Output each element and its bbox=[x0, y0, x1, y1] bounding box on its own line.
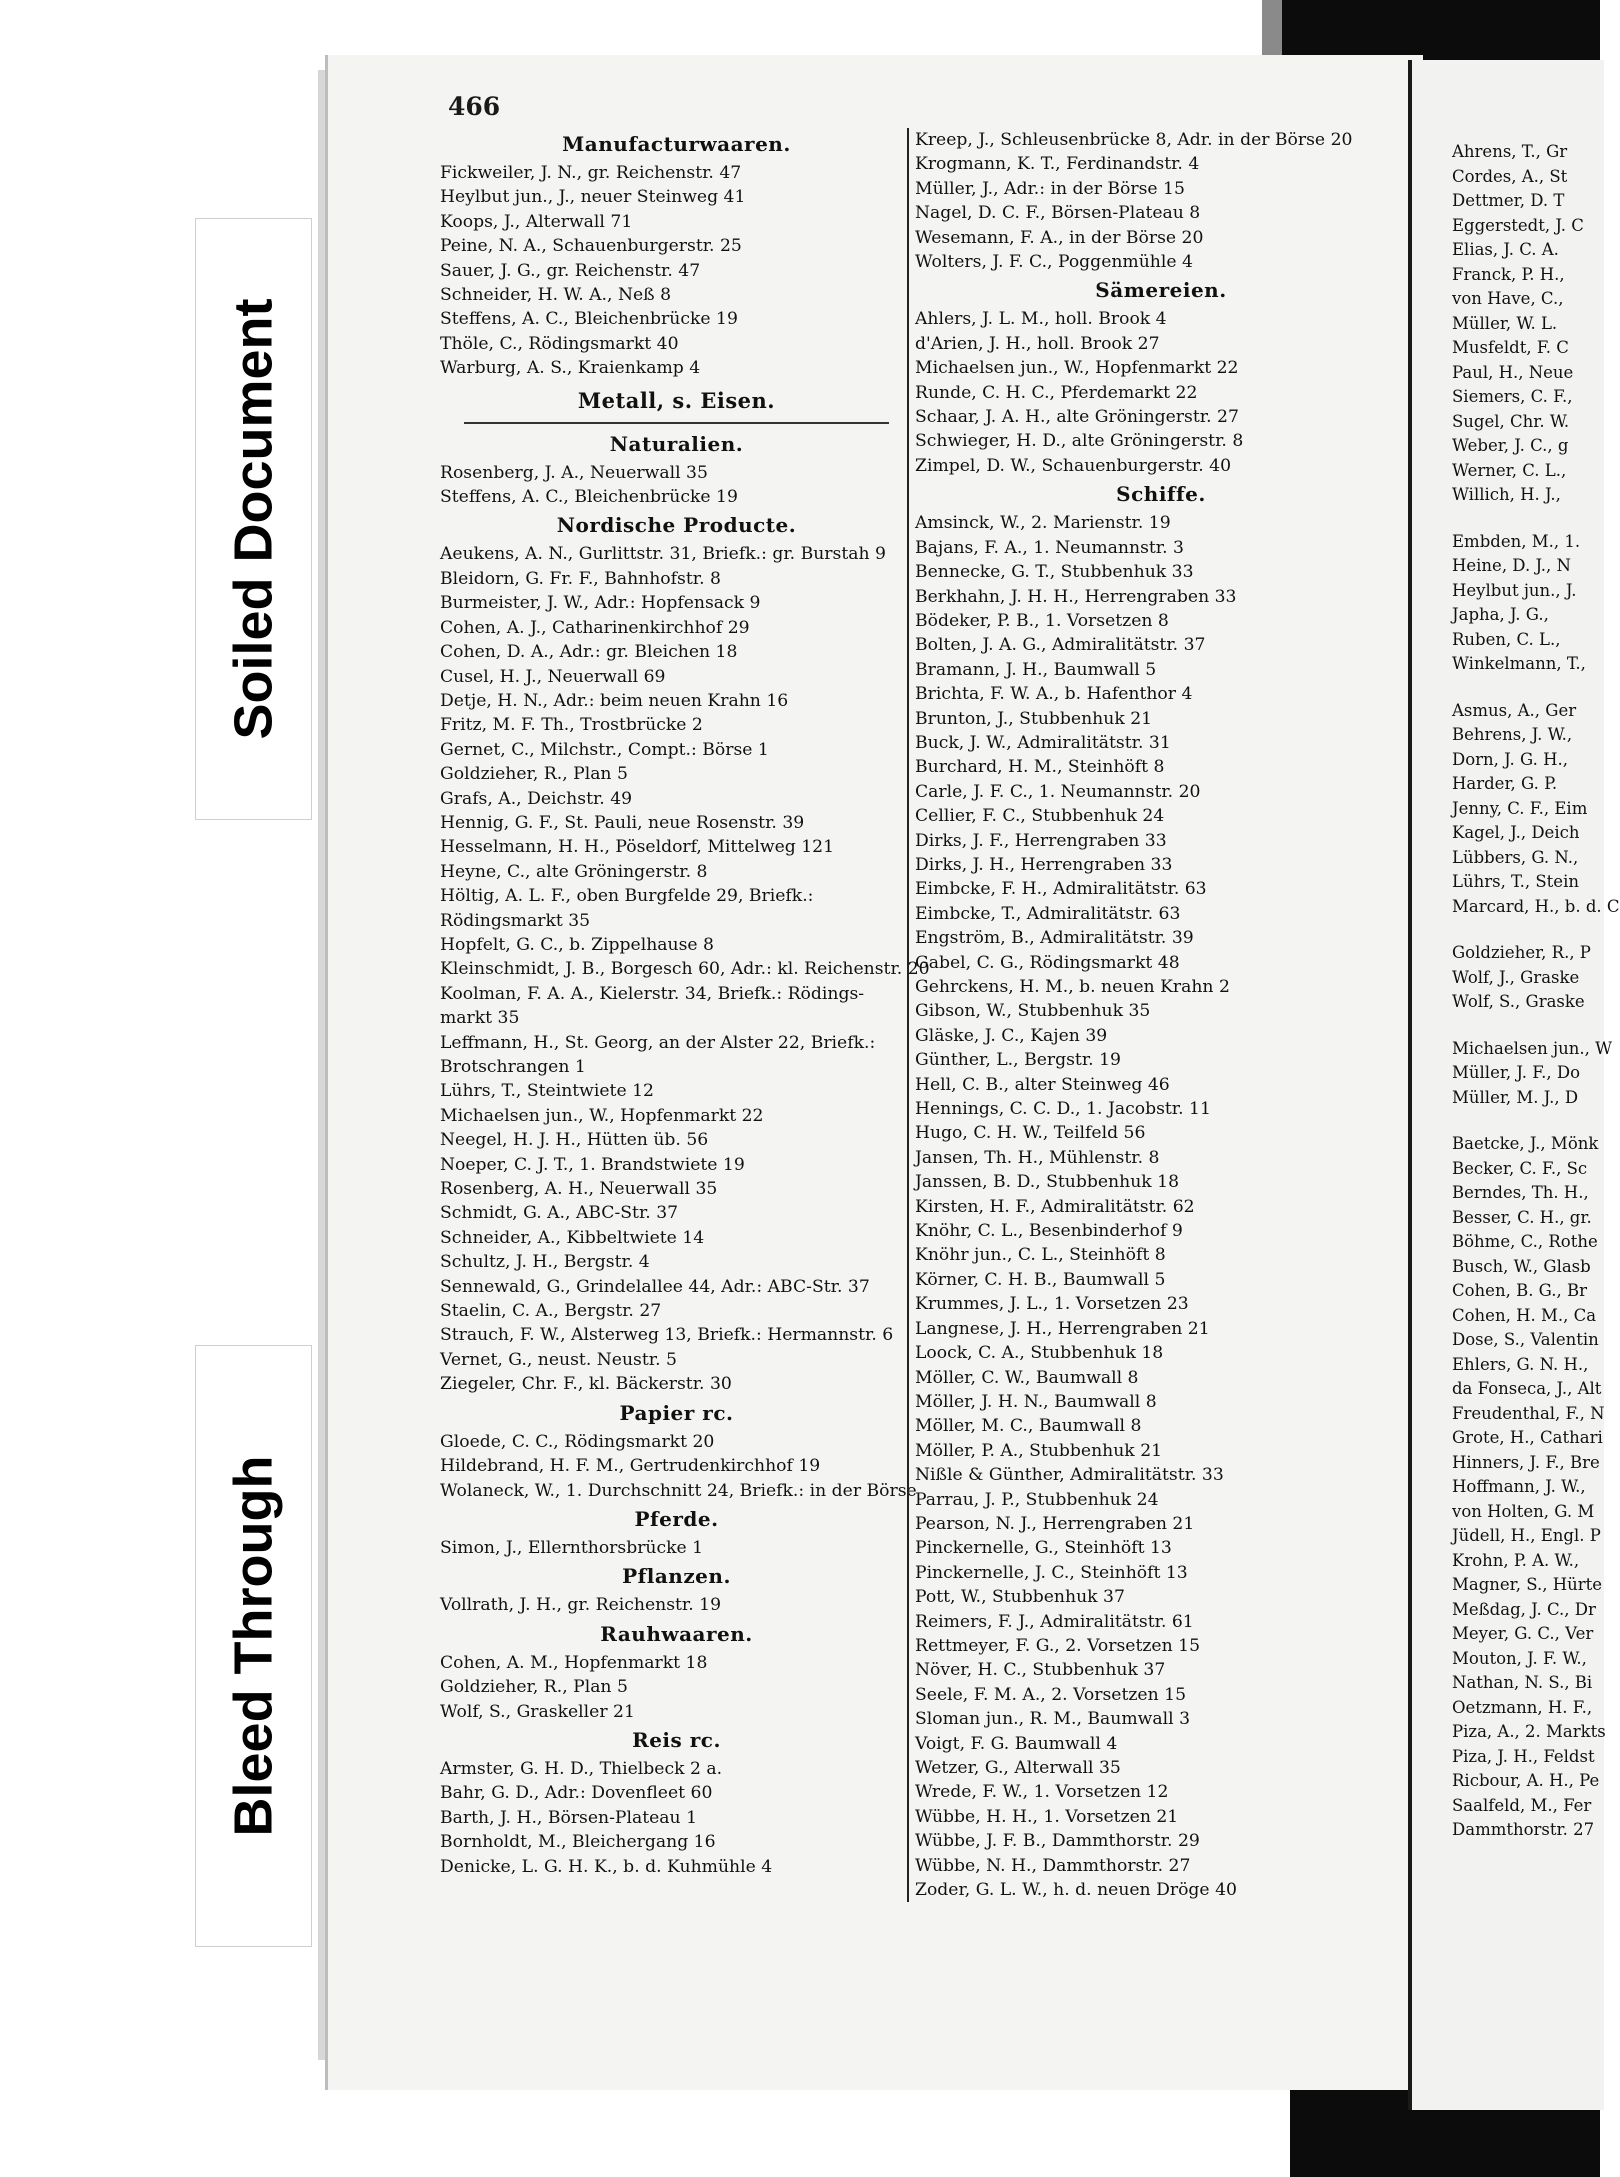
directory-entry: Grafs, A., Deichstr. 49 bbox=[440, 788, 633, 809]
fragment-entry: von Have, C., bbox=[1452, 289, 1564, 308]
section-heading: Reis rc. bbox=[632, 1727, 721, 1752]
directory-entry: Amsinck, W., 2. Marienstr. 19 bbox=[915, 513, 1171, 534]
directory-entry: Cohen, D. A., Adr.: gr. Bleichen 18 bbox=[440, 642, 738, 663]
section-gap bbox=[1452, 919, 1600, 941]
fragment-entry: Mouton, J. F. W., bbox=[1452, 1648, 1587, 1668]
fragment-entry: Lührs, T., Stein bbox=[1452, 872, 1579, 891]
section-heading: Schiffe. bbox=[1116, 482, 1206, 507]
fragment-entry: Heylbut jun., J. bbox=[1452, 580, 1577, 600]
section-heading: Rauhwaaren. bbox=[600, 1621, 753, 1646]
directory-entry: Körner, C. H. B., Baumwall 5 bbox=[915, 1269, 1166, 1290]
directory-entry: d'Arien, J. H., holl. Brook 27 bbox=[915, 333, 1160, 354]
directory-entry: Hell, C. B., alter Steinweg 46 bbox=[915, 1074, 1170, 1095]
directory-entry: Hopfelt, G. C., b. Zippelhause 8 bbox=[440, 934, 714, 955]
directory-entry: Wübbe, H. H., 1. Vorsetzen 21 bbox=[915, 1806, 1179, 1827]
section-gap bbox=[1452, 1015, 1600, 1037]
fragment-entry: Nathan, N. S., Bi bbox=[1452, 1673, 1593, 1692]
fragment-entry: Berndes, Th. H., bbox=[1452, 1183, 1589, 1202]
directory-entry: Rosenberg, J. A., Neuerwall 35 bbox=[440, 462, 708, 483]
fragment-entry: Jenny, C. F., Eim bbox=[1452, 798, 1588, 818]
directory-entry: Bolten, J. A. G., Admiralitätstr. 37 bbox=[915, 635, 1206, 656]
directory-entry: Brichta, F. W. A., b. Hafenthor 4 bbox=[915, 684, 1193, 705]
directory-entry: Eimbcke, F. H., Admiralitätstr. 63 bbox=[915, 879, 1207, 900]
directory-entry: Gloede, C. C., Rödingsmarkt 20 bbox=[440, 1431, 715, 1452]
directory-entry: Gibson, W., Stubbenhuk 35 bbox=[915, 1001, 1151, 1022]
directory-entry: Janssen, B. D., Stubbenhuk 18 bbox=[915, 1172, 1180, 1193]
fragment-entry: Jüdell, H., Engl. P bbox=[1452, 1526, 1601, 1545]
fragment-entry: Saalfeld, M., Fer bbox=[1452, 1795, 1592, 1815]
section-heading: Manufacturwaaren. bbox=[562, 132, 791, 156]
directory-entry: Bahr, G. D., Adr.: Dovenfleet 60 bbox=[440, 1783, 713, 1804]
fragment-entry: Dettmer, D. T bbox=[1452, 191, 1565, 210]
fragment-entry: Hinners, J. F., Bre bbox=[1452, 1452, 1600, 1472]
directory-entry: Cellier, F. C., Stubbenhuk 24 bbox=[915, 806, 1165, 827]
directory-entry: Nagel, D. C. F., Börsen-Plateau 8 bbox=[915, 203, 1201, 224]
directory-entry: Krogmann, K. T., Ferdinandstr. 4 bbox=[915, 154, 1200, 175]
directory-entry: Ziegeler, Chr. F., kl. Bäckerstr. 30 bbox=[440, 1374, 732, 1395]
fragment-entry: Ricbour, A. H., Pe bbox=[1452, 1771, 1600, 1790]
directory-entry: Bleidorn, G. Fr. F., Bahnhofstr. 8 bbox=[440, 568, 721, 589]
directory-entry: Denicke, L. G. H. K., b. d. Kuhmühle 4 bbox=[440, 1856, 773, 1877]
directory-entry: Koolman, F. A. A., Kielerstr. 34, Briefk.: Rödings- bbox=[440, 983, 865, 1004]
directory-entry: Aeukens, A. N., Gurlittstr. 31, Briefk.: gr. Burstah 9 bbox=[440, 544, 886, 565]
fragment-entry: Cohen, H. M., Ca bbox=[1452, 1305, 1597, 1325]
directory-entry: Zoder, G. L. W., h. d. neuen Dröge 40 bbox=[915, 1880, 1237, 1901]
directory-entry: Buck, J. W., Admiralitätstr. 31 bbox=[915, 732, 1171, 753]
directory-entry: Rosenberg, A. H., Neuerwall 35 bbox=[440, 1179, 718, 1200]
directory-entry: Lührs, T., Steintwiete 12 bbox=[440, 1081, 654, 1102]
directory-entry: Bornholdt, M., Bleichergang 16 bbox=[440, 1832, 716, 1853]
directory-entry: Detje, H. N., Adr.: beim neuen Krahn 16 bbox=[440, 690, 789, 711]
directory-entry: Gernet, C., Milchstr., Compt.: Börse 1 bbox=[440, 739, 769, 760]
directory-entry: Schneider, H. W. A., Neß 8 bbox=[440, 285, 672, 306]
directory-entry: Steffens, A. C., Bleichenbrücke 19 bbox=[440, 487, 738, 508]
directory-entry: Vollrath, J. H., gr. Reichenstr. 19 bbox=[440, 1595, 722, 1616]
fragment-entry: Oetzmann, H. F., bbox=[1452, 1697, 1593, 1717]
directory-entry: Carle, J. F. C., 1. Neumannstr. 20 bbox=[915, 781, 1201, 802]
fragment-entry: Weber, J. C., g bbox=[1452, 436, 1569, 455]
directory-entry: Staelin, C. A., Bergstr. 27 bbox=[440, 1301, 662, 1322]
directory-entry: Jansen, Th. H., Mühlenstr. 8 bbox=[915, 1147, 1160, 1168]
fragment-entry: Besser, C. H., gr. bbox=[1452, 1207, 1592, 1227]
directory-entry: Gabel, C. G., Rödingsmarkt 48 bbox=[915, 952, 1180, 973]
directory-entry: Rödingsmarkt 35 bbox=[440, 910, 591, 931]
left-column bbox=[440, 128, 930, 1879]
fragment-entry: da Fonseca, J., Alt bbox=[1452, 1379, 1602, 1398]
fragment-entry: Piza, J. H., Feldst bbox=[1452, 1746, 1595, 1766]
fragment-entry: Siemers, C. F., bbox=[1452, 387, 1573, 406]
directory-entry: Schneider, A., Kibbeltwiete 14 bbox=[440, 1227, 705, 1248]
directory-entry: Hesselmann, H. H., Pöseldorf, Mittelweg 121 bbox=[440, 837, 835, 858]
fragment-entry: Ehlers, G. N. H., bbox=[1452, 1354, 1589, 1374]
directory-entry: Brotschrangen 1 bbox=[440, 1057, 586, 1077]
directory-entry: Bajans, F. A., 1. Neumannstr. 3 bbox=[915, 537, 1184, 558]
fragment-entry: Winkelmann, T., bbox=[1452, 654, 1586, 673]
directory-entry: Krummes, J. L., 1. Vorsetzen 23 bbox=[915, 1294, 1189, 1315]
directory-entry: Cusel, H. J., Neuerwall 69 bbox=[440, 666, 666, 687]
fragment-entry: Paul, H., Neue bbox=[1452, 362, 1574, 382]
fragment-entry: von Holten, G. M bbox=[1452, 1501, 1595, 1521]
fragment-entry: Freudenthal, F., N bbox=[1452, 1403, 1605, 1423]
fragment-entry: Müller, J. F., Do bbox=[1452, 1063, 1581, 1082]
directory-entry: Günther, L., Bergstr. 19 bbox=[915, 1050, 1121, 1071]
directory-entry: Dirks, J. F., Herrengraben 33 bbox=[915, 830, 1167, 851]
fragment-entry: Marcard, H., b. d. C bbox=[1452, 896, 1620, 916]
directory-entry: Schwieger, H. D., alte Gröningerstr. 8 bbox=[915, 431, 1244, 452]
section-heading: Naturalien. bbox=[609, 431, 744, 456]
directory-entry: Pearson, N. J., Herrengraben 21 bbox=[915, 1513, 1195, 1534]
fragment-entry: Baetcke, J., Mönk bbox=[1452, 1134, 1599, 1153]
directory-entry: Fritz, M. F. Th., Trostbrücke 2 bbox=[440, 715, 703, 736]
stamp-label: Soiled Document bbox=[223, 298, 284, 740]
directory-entry: Bramann, J. H., Baumwall 5 bbox=[915, 659, 1157, 680]
directory-entry: Möller, P. A., Stubbenhuk 21 bbox=[915, 1440, 1163, 1461]
right-page-fragments bbox=[1452, 140, 1620, 1843]
directory-entry: Hugo, C. H. W., Teilfeld 56 bbox=[915, 1123, 1146, 1144]
directory-entry: Eimbcke, T., Admiralitätstr. 63 bbox=[915, 903, 1181, 924]
directory-entry: Wübbe, N. H., Dammthorstr. 27 bbox=[915, 1855, 1191, 1876]
directory-entry: Schultz, J. H., Bergstr. 4 bbox=[440, 1252, 650, 1273]
fragment-entry: Ruben, C. L., bbox=[1452, 629, 1561, 649]
directory-entry: Parrau, J. P., Stubbenhuk 24 bbox=[915, 1489, 1159, 1510]
directory-entry: Burchard, H. M., Steinhöft 8 bbox=[915, 757, 1165, 778]
directory-entry: Leffmann, H., St. Georg, an der Alster 22, Briefk.: bbox=[440, 1032, 876, 1053]
fragment-entry: Musfeldt, F. C bbox=[1452, 338, 1569, 357]
directory-entry: Warburg, A. S., Kraienkamp 4 bbox=[440, 358, 701, 379]
directory-entry: Neegel, H. J. H., Hütten üb. 56 bbox=[440, 1130, 709, 1151]
fragment-entry: Eggerstedt, J. C bbox=[1452, 215, 1584, 235]
directory-entry: Kreep, J., Schleusenbrücke 8, Adr. in der Börse 20 bbox=[915, 130, 1353, 150]
fragment-entry: Dose, S., Valentin bbox=[1452, 1330, 1599, 1349]
fragment-entry: Asmus, A., Ger bbox=[1452, 700, 1577, 720]
directory-entry: Wolters, J. F. C., Poggenmühle 4 bbox=[915, 252, 1193, 273]
soiled-document-stamp bbox=[195, 218, 312, 820]
fragment-entry: Hoffmann, J. W., bbox=[1452, 1477, 1586, 1496]
fragment-entry: Piza, A., 2. Markts bbox=[1452, 1722, 1606, 1741]
fragment-entry: Krohn, P. A. W., bbox=[1452, 1550, 1580, 1570]
directory-entry: Hennig, G. F., St. Pauli, neue Rosenstr. 39 bbox=[440, 812, 805, 833]
directory-entry: Wesemann, F. A., in der Börse 20 bbox=[915, 227, 1204, 248]
fragment-entry: Goldzieher, R., P bbox=[1452, 943, 1591, 962]
section-gap bbox=[1452, 508, 1600, 530]
fragment-entry: Ahrens, T., Gr bbox=[1452, 142, 1568, 161]
fragment-entry: Meßdag, J. C., Dr bbox=[1452, 1599, 1596, 1619]
directory-entry: Wolaneck, W., 1. Durchschnitt 24, Briefk.: in der Börse bbox=[440, 1480, 917, 1501]
directory-entry: Sauer, J. G., gr. Reichenstr. 47 bbox=[440, 260, 701, 281]
directory-entry: Növer, H. C., Stubbenhuk 37 bbox=[915, 1660, 1166, 1681]
directory-entry: Wetzer, G., Alterwall 35 bbox=[915, 1758, 1121, 1778]
directory-entry: Vernet, G., neust. Neustr. 5 bbox=[440, 1349, 677, 1370]
directory-entry: Koops, J., Alterwall 71 bbox=[440, 211, 633, 232]
directory-entry: Voigt, F. G. Baumwall 4 bbox=[915, 1733, 1118, 1754]
directory-entry: Rettmeyer, F. G., 2. Vorsetzen 15 bbox=[915, 1635, 1200, 1656]
fragment-entry: Böhme, C., Rothe bbox=[1452, 1232, 1598, 1251]
section-rule bbox=[464, 422, 890, 424]
stamp-label: Bleed Through bbox=[223, 1455, 284, 1837]
directory-entry: Hennings, C. C. D., 1. Jacobstr. 11 bbox=[915, 1099, 1211, 1120]
fragment-entry: Behrens, J. W., bbox=[1452, 725, 1573, 744]
fragment-entry: Müller, W. L. bbox=[1452, 313, 1558, 333]
directory-entry: Knöhr, C. L., Besenbinderhof 9 bbox=[915, 1221, 1183, 1242]
directory-entry: Seele, F. M. A., 2. Vorsetzen 15 bbox=[915, 1684, 1187, 1705]
directory-entry: Pinckernelle, J. C., Steinhöft 13 bbox=[915, 1562, 1188, 1583]
directory-entry: Fickweiler, J. N., gr. Reichenstr. 47 bbox=[440, 163, 742, 183]
fragment-entry: Lübbers, G. N., bbox=[1452, 847, 1579, 867]
directory-entry: Michaelsen jun., W., Hopfenmarkt 22 bbox=[915, 358, 1239, 379]
directory-entry: Reimers, F. J., Admiralitätstr. 61 bbox=[915, 1611, 1194, 1632]
directory-entry: Heyne, C., alte Gröningerstr. 8 bbox=[440, 861, 708, 882]
directory-entry: Burmeister, J. W., Adr.: Hopfensack 9 bbox=[440, 593, 761, 614]
directory-entry: Schmidt, G. A., ABC-Str. 37 bbox=[440, 1203, 679, 1224]
fragment-entry: Cohen, B. G., Br bbox=[1452, 1281, 1588, 1300]
fragment-entry: Michaelsen jun., W bbox=[1452, 1038, 1613, 1058]
directory-entry: Knöhr jun., C. L., Steinhöft 8 bbox=[915, 1245, 1166, 1266]
fragment-entry: Embden, M., 1. bbox=[1452, 531, 1581, 551]
directory-entry: Bödeker, P. B., 1. Vorsetzen 8 bbox=[915, 610, 1169, 631]
directory-entry: Barth, J. H., Börsen-Plateau 1 bbox=[440, 1807, 698, 1828]
directory-entry: Dirks, J. H., Herrengraben 33 bbox=[915, 854, 1173, 875]
section-heading: Pflanzen. bbox=[622, 1564, 731, 1589]
fragment-entry: Elias, J. C. A. bbox=[1452, 240, 1559, 259]
fragment-entry: Kagel, J., Deich bbox=[1452, 823, 1580, 842]
section-heading: Metall, s. Eisen. bbox=[577, 387, 776, 413]
directory-entry: Goldzieher, R., Plan 5 bbox=[440, 764, 628, 785]
directory-entry: Brunton, J., Stubbenhuk 21 bbox=[915, 708, 1153, 729]
directory-entry: Runde, C. H. C., Pferdemarkt 22 bbox=[915, 382, 1198, 403]
fragment-entry: Grote, H., Cathari bbox=[1452, 1428, 1603, 1447]
directory-entry: markt 35 bbox=[440, 1008, 520, 1029]
section-heading: Papier rc. bbox=[619, 1400, 734, 1425]
fragment-entry: Sugel, Chr. W. bbox=[1452, 411, 1570, 431]
directory-entry: Kleinschmidt, J. B., Borgesch 60, Adr.: kl. Reichenstr. 20 bbox=[440, 959, 930, 980]
directory-entry: Kirsten, H. F., Admiralitätstr. 62 bbox=[915, 1196, 1195, 1217]
directory-entry: Berkhahn, J. H. H., Herrengraben 33 bbox=[915, 586, 1237, 607]
directory-entry: Heylbut jun., J., neuer Steinweg 41 bbox=[440, 187, 746, 208]
directory-entry: Pinckernelle, G., Steinhöft 13 bbox=[915, 1538, 1172, 1559]
fragment-entry: Busch, W., Glasb bbox=[1452, 1256, 1591, 1276]
directory-entry: Hildebrand, H. F. M., Gertrudenkirchhof 19 bbox=[440, 1456, 821, 1477]
fragment-entry: Müller, M. J., D bbox=[1452, 1087, 1579, 1107]
directory-entry: Cohen, A. J., Catharinenkirchhof 29 bbox=[440, 617, 750, 638]
section-gap bbox=[1452, 1110, 1600, 1132]
section-heading: Sämereien. bbox=[1095, 278, 1227, 303]
directory-entry: Möller, M. C., Baumwall 8 bbox=[915, 1416, 1142, 1437]
fragment-entry: Franck, P. H., bbox=[1452, 264, 1565, 284]
directory-entry: Gehrckens, H. M., b. neuen Krahn 2 bbox=[915, 977, 1230, 997]
directory-entry: Wübbe, J. F. B., Dammthorstr. 29 bbox=[915, 1831, 1200, 1852]
fragment-entry: Becker, C. F., Sc bbox=[1452, 1158, 1588, 1178]
directory-entry: Simon, J., Ellernthorsbrücke 1 bbox=[440, 1537, 704, 1558]
fragment-entry: Heine, D. J., N bbox=[1452, 556, 1571, 575]
directory-entry: Möller, C. W., Baumwall 8 bbox=[915, 1367, 1139, 1388]
directory-entry: Engström, B., Admiralitätstr. 39 bbox=[915, 928, 1194, 949]
section-gap bbox=[1452, 677, 1600, 699]
directory-entry: Bennecke, G. T., Stubbenhuk 33 bbox=[915, 562, 1194, 583]
directory-entry: Strauch, F. W., Alsterweg 13, Briefk.: Hermannstr. 6 bbox=[440, 1325, 894, 1346]
directory-entry: Gläske, J. C., Kajen 39 bbox=[915, 1025, 1108, 1046]
directory-entry: Pott, W., Stubbenhuk 37 bbox=[915, 1587, 1125, 1608]
directory-entry: Cohen, A. M., Hopfenmarkt 18 bbox=[440, 1652, 708, 1673]
directory-entry: Goldzieher, R., Plan 5 bbox=[440, 1677, 628, 1698]
directory-entry: Höltig, A. L. F., oben Burgfelde 29, Briefk.: bbox=[440, 886, 814, 907]
directory-entry: Armster, G. H. D., Thielbeck 2 a. bbox=[440, 1758, 723, 1779]
fragment-entry: Cordes, A., St bbox=[1452, 166, 1568, 186]
directory-entry: Steffens, A. C., Bleichenbrücke 19 bbox=[440, 309, 738, 330]
fragment-entry: Werner, C. L., bbox=[1452, 460, 1567, 480]
directory-entry: Langnese, J. H., Herrengraben 21 bbox=[915, 1318, 1210, 1339]
fragment-entry: Meyer, G. C., Ver bbox=[1452, 1624, 1594, 1643]
directory-entry: Ahlers, J. L. M., holl. Brook 4 bbox=[915, 309, 1167, 330]
directory-entry: Nißle & Günther, Admiralitätstr. 33 bbox=[915, 1465, 1224, 1486]
directory-entry: Michaelsen jun., W., Hopfenmarkt 22 bbox=[440, 1105, 764, 1126]
fragment-entry: Dorn, J. G. H., bbox=[1452, 749, 1568, 769]
directory-entry: Sennewald, G., Grindelallee 44, Adr.: ABC-Str. 37 bbox=[440, 1276, 870, 1297]
directory-entry: Thöle, C., Rödingsmarkt 40 bbox=[440, 333, 679, 354]
directory-entry: Wrede, F. W., 1. Vorsetzen 12 bbox=[915, 1782, 1169, 1803]
directory-entry: Möller, J. H. N., Baumwall 8 bbox=[915, 1391, 1157, 1412]
fragment-entry: Harder, G. P. bbox=[1452, 774, 1558, 793]
right-column bbox=[907, 128, 1407, 1902]
directory-entry: Wolf, S., Graskeller 21 bbox=[440, 1701, 635, 1722]
fragment-entry: Japha, J. G., bbox=[1452, 605, 1549, 624]
directory-entry: Zimpel, D. W., Schauenburgerstr. 40 bbox=[915, 455, 1232, 476]
fragment-entry: Willich, H. J., bbox=[1452, 485, 1561, 504]
directory-entry: Sloman jun., R. M., Baumwall 3 bbox=[915, 1709, 1191, 1730]
directory-entry: Schaar, J. A. H., alte Gröningerstr. 27 bbox=[915, 407, 1239, 428]
fragment-entry: Wolf, J., Graske bbox=[1452, 967, 1580, 987]
section-heading: Nordische Producte. bbox=[556, 513, 797, 538]
fragment-entry: Magner, S., Hürte bbox=[1452, 1575, 1602, 1594]
fragment-entry: Dammthorstr. 27 bbox=[1452, 1820, 1595, 1839]
fragment-entry: Wolf, S., Graske bbox=[1452, 992, 1585, 1011]
directory-entry: Loock, C. A., Stubbenhuk 18 bbox=[915, 1343, 1164, 1364]
directory-entry: Müller, J., Adr.: in der Börse 15 bbox=[915, 178, 1185, 199]
bleed-through-stamp bbox=[195, 1345, 312, 1947]
page-number: 466 bbox=[448, 92, 501, 121]
directory-entry: Peine, N. A., Schauenburgerstr. 25 bbox=[440, 236, 742, 257]
directory-entry: Noeper, C. J. T., 1. Brandstwiete 19 bbox=[440, 1154, 745, 1175]
section-heading: Pferde. bbox=[634, 1506, 719, 1531]
